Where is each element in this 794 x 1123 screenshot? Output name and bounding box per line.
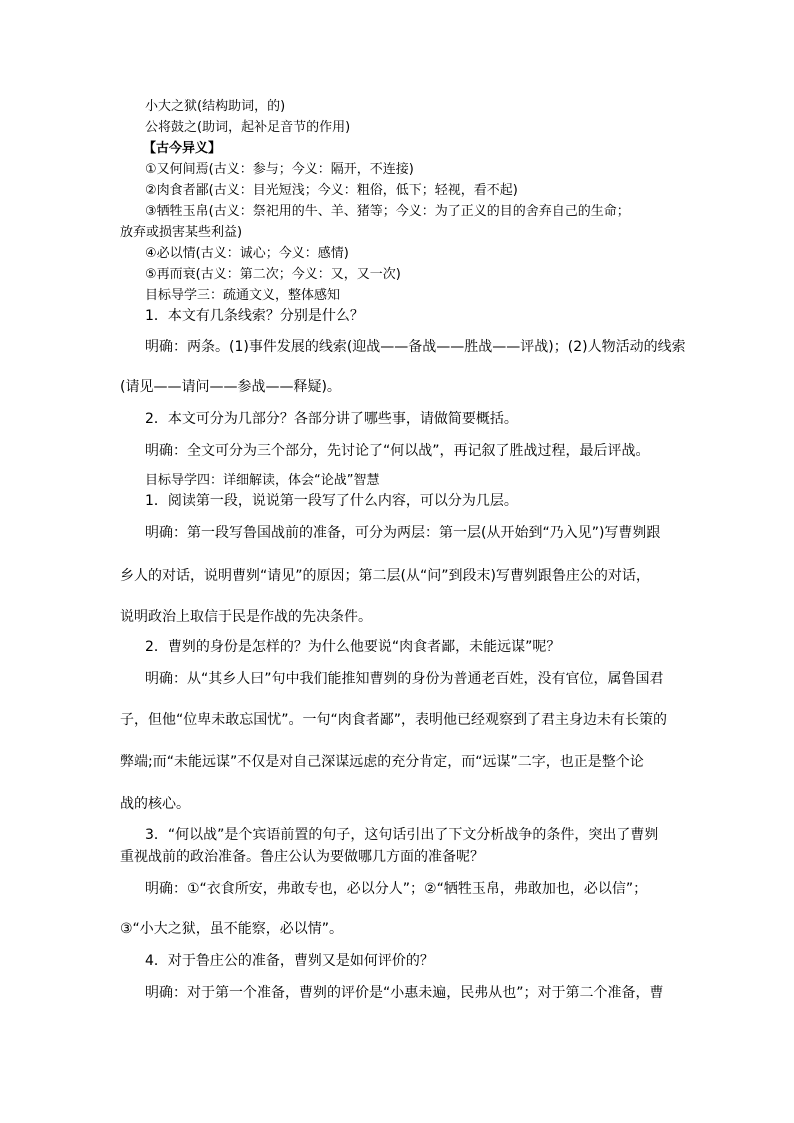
answer-line: 明确：对于第一个准备，曹刿的评价是“小惠未遍，民弗从也”；对于第二个准备，曹 — [145, 985, 664, 1001]
question-line: 重视战前的政治准备。鲁庄公认为要做哪几方面的准备呢？ — [120, 849, 484, 865]
question-line: 2．曹刿的身份是怎样的？为什么他要说“肉食者鄙，未能远谋”呢？ — [145, 639, 561, 655]
text-line: ④必以情(古义：诚心；今义：感情) — [145, 246, 349, 261]
text-line: ⑤再而衰(古义：第二次；今义：又，又一次) — [145, 267, 401, 282]
section-heading: 【古今异义】 — [143, 141, 222, 156]
text-line: ②肉食者鄙(古义：目光短浅；今义：粗俗，低下；轻视，看不起) — [145, 183, 518, 198]
answer-line: 说明政治上取信于民是作战的先决条件。 — [120, 609, 372, 625]
text-line: ①又何间焉(古义：参与；今义：隔开，不连接) — [145, 162, 414, 177]
text-line: ③牺牲玉帛(古义：祭祀用的牛、羊、猪等；今义：为了正义的目的舍弃自己的生命； — [145, 204, 630, 219]
answer-line: 弊端;而“未能远谋”不仅是对自己深谋远虑的充分肯定，而“远谋”二字，也正是整个论 — [120, 754, 644, 770]
answer-line: (请见——请问——参战——释疑)。 — [120, 379, 341, 395]
section-heading: 目标导学三：疏通文义，整体感知 — [145, 288, 341, 303]
answer-line: 战的核心。 — [120, 796, 190, 812]
answer-line: 明确：两条。(1)事件发展的线索(迎战——备战——胜战——评战)；(2)人物活动的线索 — [145, 339, 686, 355]
question-line: 3．“何以战”是个宾语前置的句子，这句话引出了下文分析战争的条件，突出了曹刿 — [145, 827, 659, 843]
question-line: 1．阅读第一段，说说第一段写了什么内容，可以分为几层。 — [145, 493, 518, 509]
answer-line: ③“小大之狱，虽不能察，必以情”。 — [120, 921, 344, 937]
section-heading: 目标导学四：详细解读，体会“论战”智慧 — [145, 473, 380, 488]
answer-line: 明确：从“其乡人曰”句中我们能推知曹刿的身份为普通老百姓，没有官位，属鲁国君 — [145, 671, 664, 687]
text-line: 小大之狱(结构助词，的) — [145, 99, 286, 114]
answer-line: 子，但他“位卑未敢忘国忧”。一句“肉食者鄙”，表明他已经观察到了君主身边未有长策的 — [120, 712, 668, 728]
question-line: 1．本文有几条线索？分别是什么？ — [145, 308, 364, 324]
answer-line: 乡人的对话，说明曹刿“请见”的原因；第二层(从“问”到段末)写曹刿跟鲁庄公的对话， — [120, 568, 650, 584]
answer-line: 明确：第一段写鲁国战前的准备，可分为两层：第一层(从开始到“乃入见”)写曹刿跟 — [145, 525, 661, 541]
answer-line: 明确：全文可分为三个部分，先讨论了“何以战”，再记叙了胜战过程，最后评战。 — [145, 443, 650, 459]
text-line: 公将鼓之(助词，起补足音节的作用) — [145, 120, 351, 135]
text-line: 放弃或损害某些利益) — [120, 225, 243, 240]
answer-line: 明确：①“衣食所安，弗敢专也，必以分人”；②“牺牲玉帛，弗敢加也，必以信”； — [145, 881, 648, 897]
question-line: 4．对于鲁庄公的准备，曹刿又是如何评价的？ — [145, 953, 434, 969]
question-line: 2．本文可分为几部分？各部分讲了哪些事，请做简要概括。 — [145, 411, 518, 427]
